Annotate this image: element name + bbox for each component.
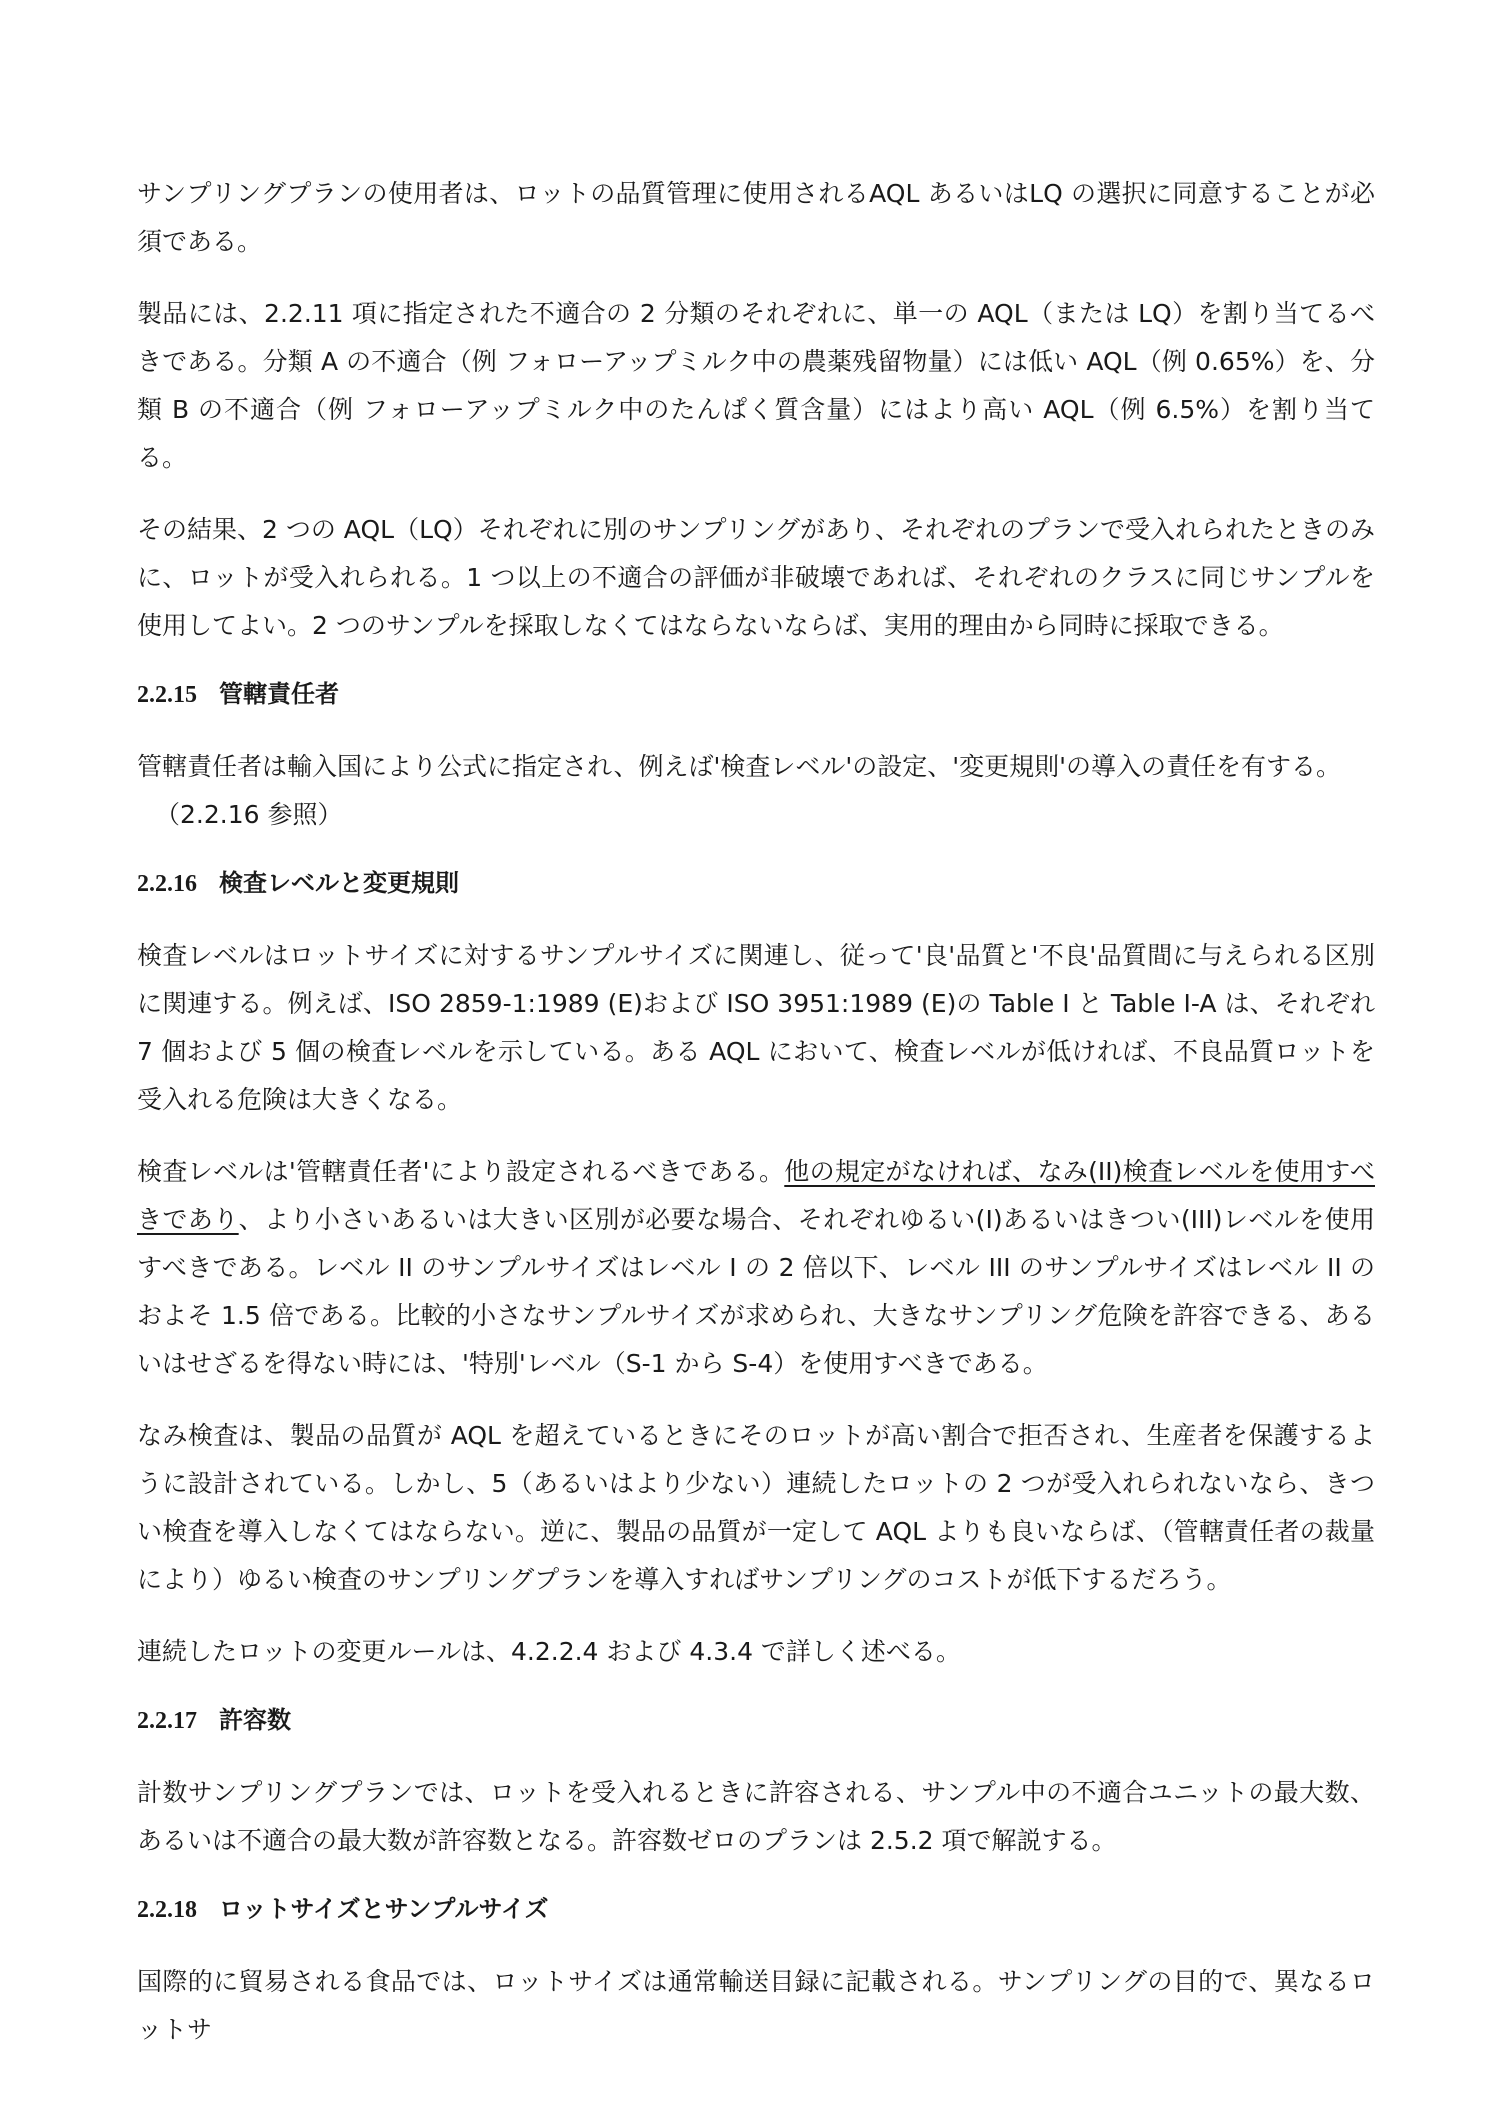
- paragraph: 連続したロットの変更ルールは、4.2.2.4 および 4.3.4 で詳しく述べる。: [137, 1637, 961, 1666]
- paragraph-text: 管轄責任者は輸入国により公式に指定され、例えば'検査レベル'の設定、'変更規則'の導入の責任を有する。: [137, 752, 1341, 781]
- section-number: 2.2.17: [137, 1708, 197, 1734]
- section-heading: [137, 1889, 1375, 1930]
- section-number: 2.2.15: [137, 682, 197, 708]
- paragraph: 検査レベルはロットサイズに対するサンプルサイズに関連し、従って'良'品質と'不良'品質間に与えられる区別に関連する。例えば、ISO 2859-1:1989 (E)および ISO 3951:1989 (E)の Table I と Table I-A は、それぞれ 7 個および 5 個の検査レベルを示している。ある AQL において、検査レベルが低ければ、不良品質ロットを受入れる危険は大きくなる。: [137, 941, 1375, 1114]
- section-title: 検査レベルと変更規則: [219, 869, 459, 897]
- paragraph: なみ検査は、製品の品質が AQL を超えているときにそのロットが高い割合で拒否され、生産者を保護するように設計されている。しかし、5（あるいはより少ない）連続したロットの 2 つが受入れられないなら、きつい検査を導入しなくてはならない。逆に、製品の品質が一定して AQL よりも良いならば、（管轄責任者の裁量により）ゆるい検査のサンプリングプランを導入すればサンプリングのコストが低下するだろう。: [137, 1421, 1375, 1594]
- paragraph: サンプリングプランの使用者は、ロットの品質管理に使用されるAQL あるいはLQ の選択に同意することが必須である。: [137, 179, 1375, 256]
- section-title: ロットサイズとサンプルサイズ: [219, 1895, 549, 1923]
- paragraph: その結果、2 つの AQL（LQ）それぞれに別のサンプリングがあり、それぞれのプランで受入れられたときのみに、ロットが受入れられる。1 つ以上の不適合の評価が非破壊であれば、それぞれのクラスに同じサンプルを使用してよい。2 つのサンプルを採取しなくてはならないならば、実用的理由から同時に採取できる。: [137, 515, 1375, 640]
- paragraph-text: 、より小さいあるいは大きい区別が必要な場合、それぞれゆるい(I)あるいはきつい(III)レベルを使用すべきである。レベル II のサンプルサイズはレベル I の 2 倍以下、レベル III のサンプルサイズはレベル II のおよそ 1.5 倍である。比較的小さなサンプルサイズが求められ、大きなサンプリング危険を許容できる、あるいはせざるを得ない時には、'特別'レベル（S-1 から S-4）を使用すべきである。: [137, 1205, 1375, 1378]
- underlined-text: 他の規定がなければ、なみ(II)検査レベルを使用すべきであり: [137, 1157, 1375, 1234]
- section-heading: [137, 863, 1375, 904]
- section-heading: [137, 674, 1375, 715]
- section-number: 2.2.16: [137, 871, 197, 897]
- section-heading: [137, 1700, 1375, 1741]
- document-page: [137, 170, 1375, 2078]
- section-title: 許容数: [219, 1706, 291, 1734]
- section-title: 管轄責任者: [219, 680, 339, 708]
- paragraph: 製品には、2.2.11 項に指定された不適合の 2 分類のそれぞれに、単一の AQL（または LQ）を割り当てるべきである。分類 A の不適合（例 フォローアップミルク中の農薬残留物量）には低い AQL（例 0.65%）を、分類 B の不適合（例 フォローアップミルク中のたんぱく質含量）にはより高い AQL（例 6.5%）を割り当てる。: [137, 299, 1375, 472]
- paragraph: 国際的に貿易される食品では、ロットサイズは通常輸送目録に記載される。サンプリングの目的で、異なるロットサ: [137, 1967, 1375, 2044]
- paragraph-text: 検査レベルは'管轄責任者'により設定されるべきである。: [137, 1157, 785, 1186]
- paragraph: [137, 743, 1375, 839]
- paragraph: 計数サンプリングプランでは、ロットを受入れるときに許容される、サンプル中の不適合ユニットの最大数、あるいは不適合の最大数が許容数となる。許容数ゼロのプランは 2.5.2 項で解説する。: [137, 1778, 1375, 1855]
- paragraph-reference: （2.2.16 参照）: [155, 800, 343, 829]
- section-number: 2.2.18: [137, 1897, 197, 1923]
- paragraph: [137, 1148, 1375, 1388]
